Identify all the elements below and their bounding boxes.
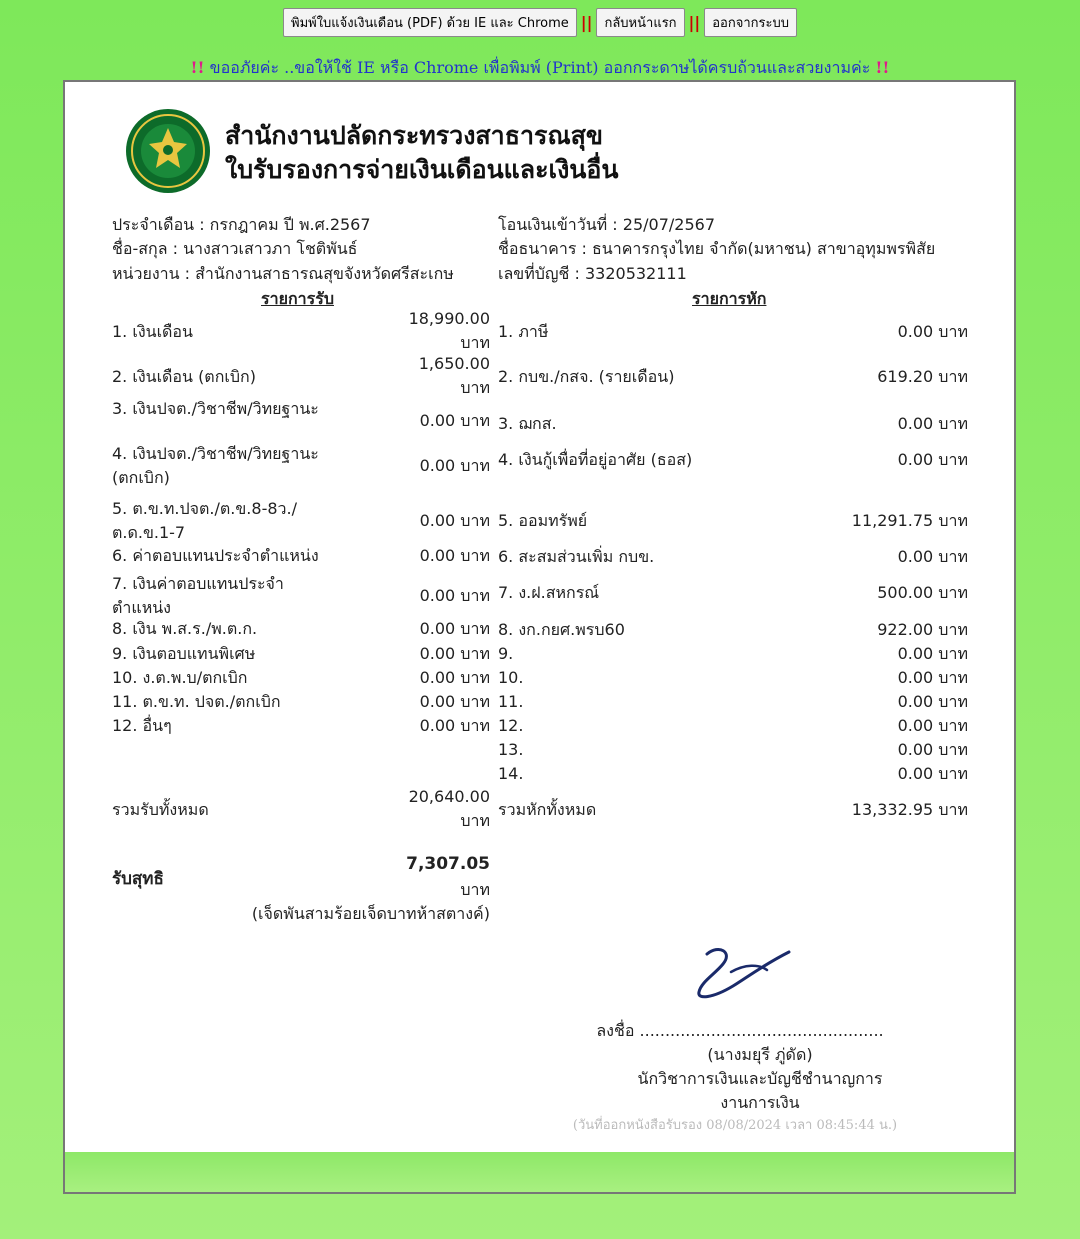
bank-name: ชื่อธนาคาร : ธนาคารกรุงไทย จำกัด(มหาชน) สาขาอุทุมพรพิสัย	[498, 239, 936, 258]
deduction-item-amount: 0.00 บาท	[897, 716, 968, 735]
print-pdf-button[interactable]: พิมพ์ใบแจ้งเงินเดือน (PDF) ด้วย IE และ Chrome	[283, 8, 577, 37]
income-item-amount: 18,990.00 บาท	[408, 309, 490, 352]
deduction-item-amount: 619.20 บาท	[877, 367, 968, 386]
income-item-amount: 0.00 บาท	[419, 668, 490, 687]
handwritten-signature	[693, 942, 793, 1002]
signer-section: งานการเงิน	[720, 1093, 800, 1112]
income-item-amount: 0.00 บาท	[419, 511, 490, 530]
income-item-label: 1. เงินเดือน	[112, 322, 193, 341]
department: หน่วยงาน : สำนักงานสาธารณสุขจังหวัดศรีสะเกษ	[112, 264, 454, 283]
deduction-item-amount: 0.00 บาท	[897, 450, 968, 469]
signer-position: นักวิชาการเงินและบัญชีชำนาญการ	[637, 1069, 883, 1088]
notice-text: ขออภัยค่ะ ..ขอให้ใช้ IE หรือ Chrome เพื่อพิมพ์ (Print) ออกกระดาษได้ครบถ้วนและสวยงามค่ะ	[209, 58, 871, 77]
income-item-label: 4. เงินปจต./วิชาชีพ/วิทยฐานะ (ตกเบิก)	[112, 444, 319, 487]
deduction-item-label: 3. ฌกส.	[498, 414, 557, 433]
logout-button[interactable]: ออกจากระบบ	[704, 8, 797, 37]
deduction-item-label: 1. ภาษี	[498, 322, 549, 341]
net-pay-unit: บาท	[460, 880, 490, 899]
deduction-item-label: 11.	[498, 692, 524, 711]
income-item-amount: 0.00 บาท	[419, 644, 490, 663]
income-item-label: 2. เงินเดือน (ตกเบิก)	[112, 367, 256, 386]
deduction-item-label: 2. กบข./กสจ. (รายเดือน)	[498, 367, 675, 386]
deduction-item-label: 10.	[498, 668, 524, 687]
income-total-label: รวมรับทั้งหมด	[112, 800, 209, 819]
deduction-item-amount: 0.00 บาท	[897, 692, 968, 711]
deduction-item-label: 4. เงินกู้เพื่อที่อยู่อาศัย (ธอส)	[498, 450, 693, 469]
deduction-item-amount: 0.00 บาท	[897, 414, 968, 433]
deduction-item-label: 14.	[498, 764, 524, 783]
income-item-label: 10. ง.ต.พ.บ/ตกเบิก	[112, 668, 248, 687]
deduction-item-label: 9.	[498, 644, 514, 663]
income-item-label: 12. อื่นๆ	[112, 716, 172, 735]
transfer-date: โอนเงินเข้าวันที่ : 25/07/2567	[498, 215, 715, 234]
net-pay-amount: 7,307.05	[406, 854, 490, 874]
deduction-item-label: 8. งก.กยศ.พรบ60	[498, 620, 625, 639]
income-item-label: 6. ค่าตอบแทนประจำตำแหน่ง	[112, 546, 319, 565]
income-item-amount: 0.00 บาท	[419, 546, 490, 565]
income-item-amount: 1,650.00 บาท	[418, 354, 490, 397]
employee-name: ชื่อ-สกุล : นางสาวเสาวภา โชติพันธ์	[112, 239, 358, 258]
signer-name: (นางมยุรี ภู่ดัด)	[707, 1045, 813, 1064]
deduction-item-amount: 0.00 บาท	[897, 547, 968, 566]
org-title: สำนักงานปลัดกระทรวงสาธารณสุข	[225, 121, 603, 150]
income-item-label: 7. เงินค่าตอบแทนประจำตำแหน่ง	[112, 574, 284, 617]
deduction-item-label: 6. สะสมส่วนเพิ่ม กบข.	[498, 547, 655, 566]
income-item-amount: 0.00 บาท	[419, 692, 490, 711]
deduction-item-label: 12.	[498, 716, 524, 735]
deduction-item-amount: 0.00 บาท	[897, 668, 968, 687]
toolbar-separator: ||	[580, 13, 593, 32]
deduction-total-label: รวมหักทั้งหมด	[498, 800, 597, 819]
issued-timestamp: (วันที่ออกหนังสือรับรอง 08/08/2024 เวลา 08:45:44 น.)	[572, 1118, 898, 1133]
deduction-item-amount: 0.00 บาท	[897, 740, 968, 759]
document-title: ใบรับรองการจ่ายเงินเดือนและเงินอื่น	[225, 155, 619, 184]
bottom-strip	[65, 1152, 1014, 1192]
deduction-total-amount: 13,332.95 บาท	[851, 800, 968, 819]
deduction-item-amount: 0.00 บาท	[897, 764, 968, 783]
income-item-amount: 0.00 บาท	[419, 411, 490, 430]
income-item-amount: 0.00 บาท	[419, 456, 490, 475]
account-number: เลขที่บัญชี : 3320532111	[498, 264, 687, 283]
deduction-item-amount: 922.00 บาท	[877, 620, 968, 639]
income-heading: รายการรับ	[261, 289, 334, 308]
income-item-label: 9. เงินตอบแทนพิเศษ	[112, 644, 256, 663]
income-item-amount: 0.00 บาท	[419, 586, 490, 605]
income-item-amount: 0.00 บาท	[419, 716, 490, 735]
toolbar-separator: ||	[688, 13, 701, 32]
notice-mark-left: !!	[190, 58, 205, 77]
home-button[interactable]: กลับหน้าแรก	[596, 8, 684, 37]
income-item-label: 8. เงิน พ.ส.ร./พ.ต.ก.	[112, 619, 258, 638]
net-pay-label: รับสุทธิ	[112, 869, 164, 889]
deduction-item-label: 5. ออมทรัพย์	[498, 511, 588, 530]
deduction-item-amount: 11,291.75 บาท	[851, 511, 968, 530]
income-item-label: 11. ต.ข.ท. ปจต./ตกเบิก	[112, 692, 281, 711]
income-item-label: 5. ต.ข.ท.ปจต./ต.ข.8-8ว./ต.ด.ข.1-7	[112, 499, 297, 542]
ministry-seal-logo	[125, 108, 211, 194]
deduction-item-amount: 0.00 บาท	[897, 322, 968, 341]
income-item-amount: 0.00 บาท	[419, 619, 490, 638]
salary-certificate	[63, 80, 1016, 1194]
income-item-label: 3. เงินปจต./วิชาชีพ/วิทยฐานะ	[112, 399, 319, 418]
net-pay-words: (เจ็ดพันสามร้อยเจ็ดบาทห้าสตางค์)	[251, 904, 490, 923]
deduction-item-amount: 500.00 บาท	[877, 583, 968, 602]
deduction-item-amount: 0.00 บาท	[897, 644, 968, 663]
deduction-item-label: 13.	[498, 740, 524, 759]
deduction-item-label: 7. ง.ฝ.สหกรณ์	[498, 583, 600, 602]
income-total-amount: 20,640.00 บาท	[408, 787, 490, 830]
deduction-heading: รายการหัก	[692, 289, 767, 308]
pay-month: ประจำเดือน : กรกฎาคม ปี พ.ศ.2567	[112, 215, 371, 234]
toolbar	[0, 8, 1080, 37]
print-notice	[0, 56, 1080, 81]
notice-mark-right: !!	[875, 58, 890, 77]
sign-line: ลงชื่อ ................................................	[596, 1021, 884, 1040]
